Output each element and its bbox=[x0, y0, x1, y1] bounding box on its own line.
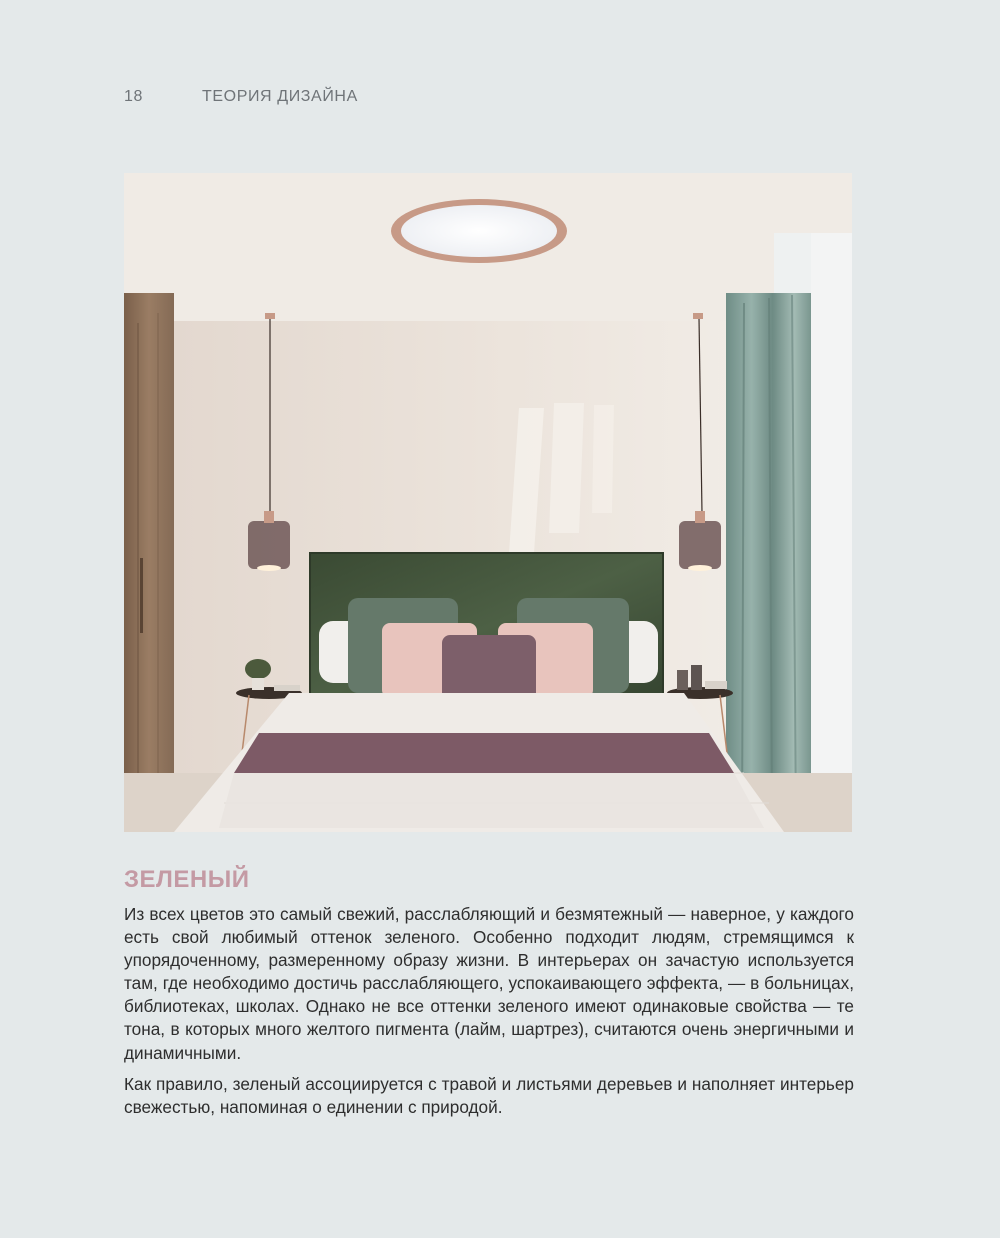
pendant-lamp-right bbox=[679, 521, 721, 569]
sheer-curtain bbox=[811, 233, 852, 832]
candle bbox=[677, 670, 688, 690]
wardrobe-handle bbox=[140, 558, 143, 633]
mauve-pillow bbox=[442, 635, 536, 701]
paragraph: Как правило, зеленый ассоциируется с травой и листьями деревьев и наполняет интерьер свежестью, напоминая о единении с природой. bbox=[124, 1073, 854, 1117]
sunlight-patch bbox=[592, 405, 614, 513]
wood-wardrobe bbox=[124, 293, 174, 798]
potted-plant bbox=[245, 659, 271, 679]
sunlight-patch bbox=[549, 403, 584, 533]
bedroom-photo bbox=[124, 173, 852, 832]
mauve-throw bbox=[234, 733, 734, 773]
section-title: ЗЕЛЕНЫЙ bbox=[124, 866, 250, 893]
books bbox=[705, 681, 727, 689]
books bbox=[274, 685, 300, 691]
body-text bbox=[124, 903, 854, 1127]
bedroom-illustration bbox=[124, 173, 852, 832]
running-title: ТЕОРИЯ ДИЗАЙНА bbox=[202, 88, 358, 105]
candle bbox=[691, 665, 702, 690]
pendant-lamp-left bbox=[248, 521, 290, 569]
paragraph: Из всех цветов это самый свежий, расслабляющий и безмятежный — наверное, у каждого есть свой любимый оттенок зеленого. Особенно подходит людям, стремящимся к упорядоченному, размеренному образу жизни. В интерьерах он зачастую используется там, где необходимо достичь расслабляющего, успокаивающего эффекта, — в больницах, библиотеках, школах. Однако не все оттенки зеленого имеют одинаковые свойства — те тона, в которых много желтого пигмента (лайм, шартрез), считаются очень энергичными и динамичными. bbox=[124, 904, 854, 1063]
page-number: 18 bbox=[124, 88, 143, 105]
